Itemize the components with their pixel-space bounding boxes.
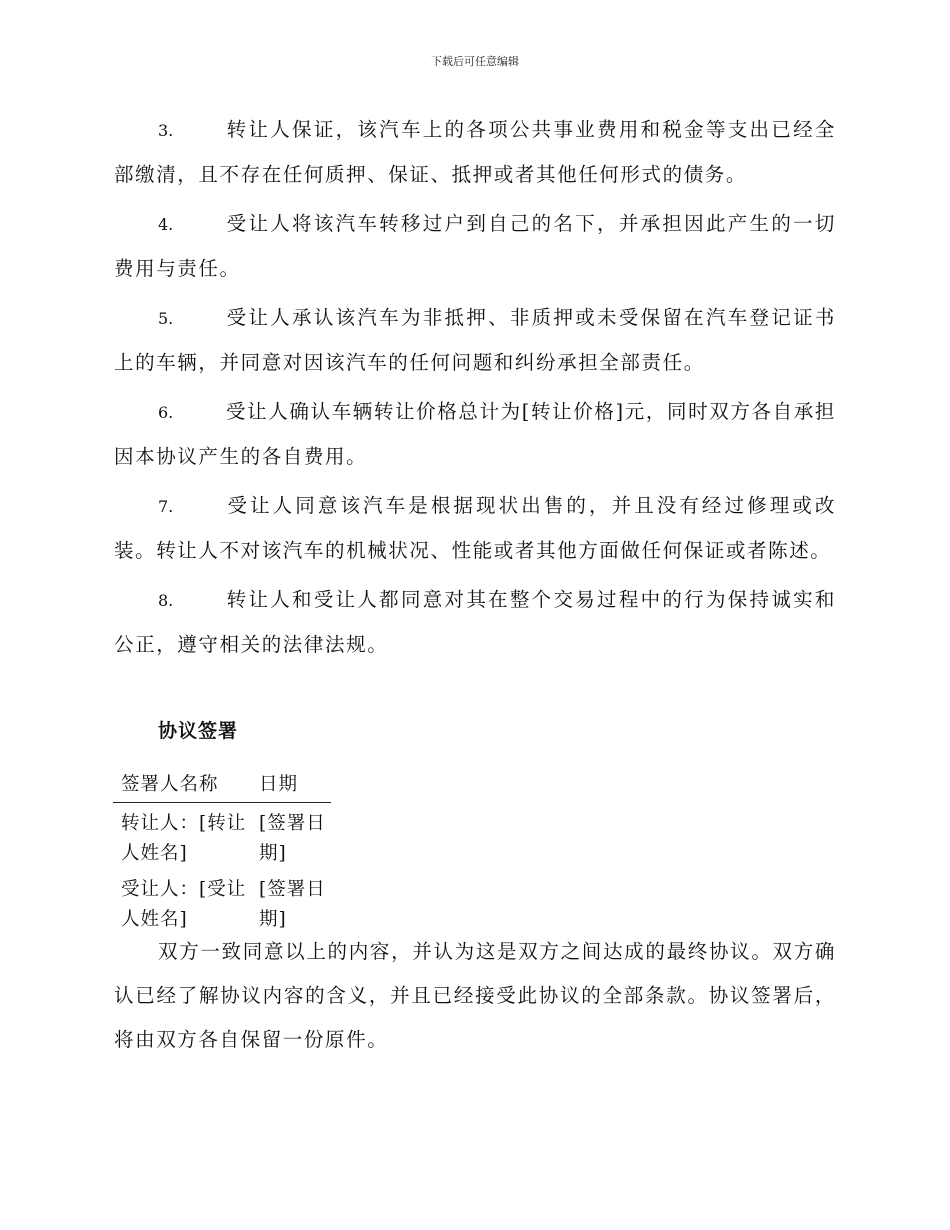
sign-date-cell: [签署日期]: [259, 879, 326, 930]
clause-number: 8.: [158, 591, 174, 610]
signature-heading: 协议签署: [158, 720, 239, 742]
column-header-signer: 签署人名称: [113, 770, 251, 803]
clause-text: 转让人保证，该汽车上的各项公共事业费用和税金等支出已经全部缴清，且不存在任何质押、保证、抵押或者其他任何形式的债务。: [114, 118, 836, 186]
clause-text: 受让人确认车辆转让价格总计为[转让价格]元，同时双方各自承担因本协议产生的各自费用。: [114, 400, 836, 468]
clause-text: 受让人同意该汽车是根据现状出售的，并且没有经过修理或改装。转让人不对该汽车的机械状况、性能或者其他方面做任何保证或者陈述。: [114, 494, 836, 562]
clause-text: 转让人和受让人都同意对其在整个交易过程中的行为保持诚实和公正，遵守相关的法律法规。: [114, 588, 836, 656]
table-row: [113, 869, 331, 935]
clause-number: 3.: [158, 121, 174, 140]
clause-item: [114, 484, 836, 573]
clause-number: 7.: [158, 497, 174, 516]
clause-item: [114, 202, 836, 291]
clause-item: [114, 390, 836, 479]
clause-item: [114, 108, 836, 197]
clause-item: [114, 296, 836, 385]
clause-number: 6.: [158, 403, 174, 422]
signer-name-cell: 转让人：[转让人姓名]: [121, 813, 247, 864]
page-header: 下载后可任意编辑: [431, 55, 519, 68]
table-row: [113, 803, 331, 870]
column-header-date: 日期: [251, 770, 331, 803]
signature-table-header-row: [113, 770, 331, 803]
clause-item: [114, 578, 836, 667]
signer-name-cell: 受让人：[受让人姓名]: [121, 879, 247, 930]
clause-number: 4.: [158, 215, 174, 234]
clause-text: 受让人将该汽车转移过户到自己的名下，并承担因此产生的一切费用与责任。: [114, 212, 836, 280]
signature-table: [113, 770, 331, 935]
clause-list: [114, 108, 836, 672]
sign-date-cell: [签署日期]: [259, 813, 326, 864]
clause-text: 受让人承认该汽车为非抵押、非质押或未受保留在汽车登记证书上的车辆，并同意对因该汽车的任何问题和纠纷承担全部责任。: [114, 306, 836, 374]
closing-paragraph: 双方一致同意以上的内容，并认为这是双方之间达成的最终协议。双方确认已经了解协议内容的含义，并且已经接受此协议的全部条款。协议签署后，将由双方各自保留一份原件。: [114, 940, 836, 1051]
clause-number: 5.: [158, 309, 174, 328]
